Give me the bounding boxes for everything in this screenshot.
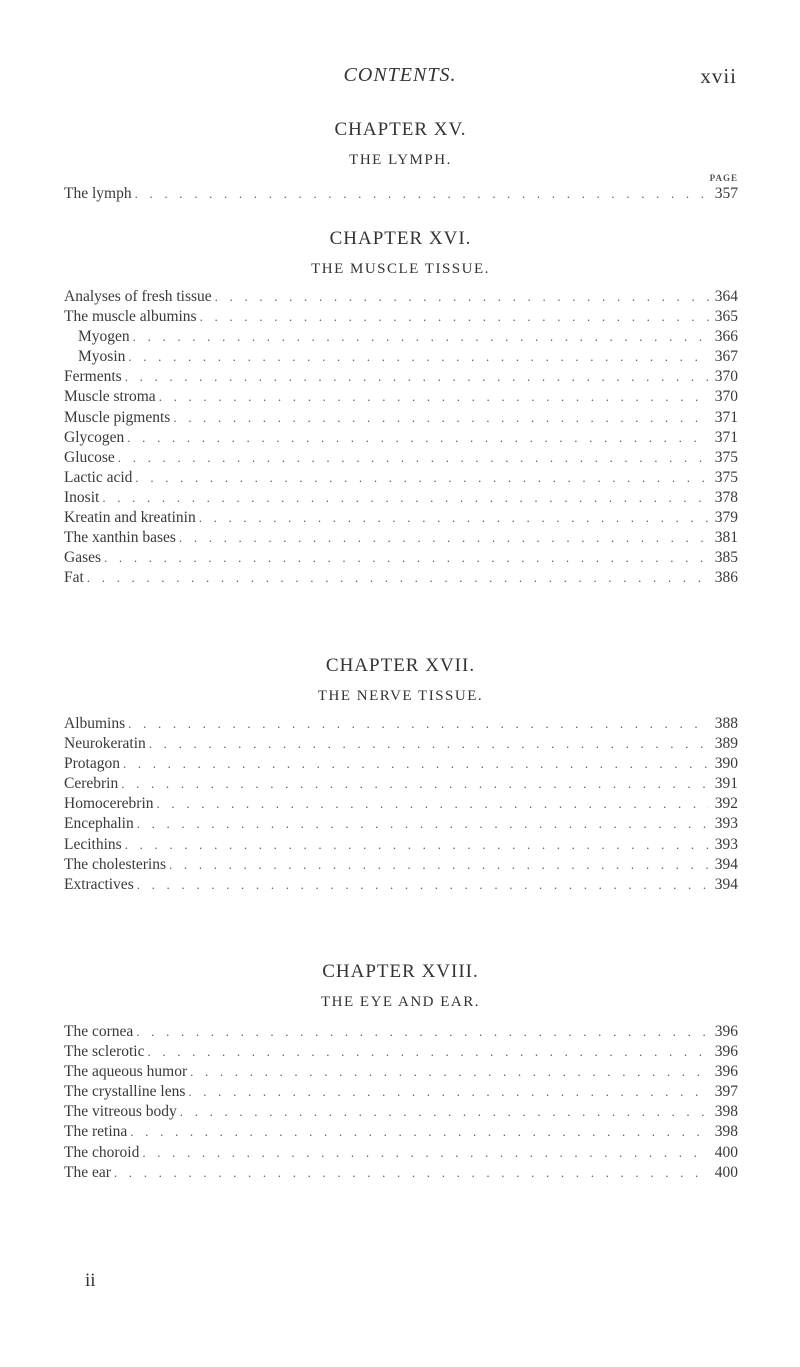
dot-leader xyxy=(125,835,709,855)
dot-leader xyxy=(200,307,709,327)
dot-leader xyxy=(133,327,709,347)
toc-entry xyxy=(64,488,738,508)
toc-entry-title: The lymph xyxy=(64,185,132,202)
dot-leader xyxy=(130,1122,709,1142)
dot-leader xyxy=(104,548,709,568)
toc-entry-page-number: 370 xyxy=(714,368,738,386)
toc-entry-title: The muscle albumins xyxy=(64,308,197,326)
toc-entry-title: Lactic acid xyxy=(64,468,133,486)
toc-entry xyxy=(64,774,738,794)
toc-entry-page-number: 394 xyxy=(714,855,738,873)
toc-entry-page-number: 381 xyxy=(714,529,738,547)
toc-entry xyxy=(64,508,738,528)
toc-entry xyxy=(64,714,738,734)
toc-entry xyxy=(64,468,738,488)
toc-list xyxy=(64,1022,738,1183)
dot-leader xyxy=(123,754,709,774)
chapter-heading: CHAPTER XV. xyxy=(334,119,467,140)
dot-leader xyxy=(199,508,709,528)
dot-leader xyxy=(149,734,709,754)
toc-entry xyxy=(64,347,738,367)
toc-entry-title: Muscle pigments xyxy=(64,408,171,426)
chapter-subheading: THE NERVE TISSUE. xyxy=(317,688,484,704)
toc-entry-title: Gases xyxy=(64,549,102,567)
toc-entry-title: The ear xyxy=(64,1163,111,1181)
toc-entry-page-number: 378 xyxy=(714,488,738,506)
dot-leader xyxy=(135,468,709,488)
toc-entry xyxy=(64,387,738,407)
toc-entry-page-number: 371 xyxy=(714,428,738,446)
toc-entry-page-number: 396 xyxy=(714,1043,738,1061)
dot-leader xyxy=(157,794,709,814)
chapter-xvi xyxy=(64,221,738,588)
toc-list xyxy=(64,287,738,588)
toc-entry-page-number: 390 xyxy=(714,755,738,773)
signature-mark: ii xyxy=(85,1270,96,1291)
toc-entry xyxy=(64,1122,738,1142)
chapter-heading: CHAPTER XVII. xyxy=(325,655,476,676)
toc-entry xyxy=(64,1062,738,1082)
toc-entry-page-number: 389 xyxy=(714,735,738,753)
toc-entry-page-number: 396 xyxy=(714,1023,738,1040)
toc-entry xyxy=(64,568,738,588)
dot-leader xyxy=(179,528,709,548)
chapter-subheading: THE MUSCLE TISSUE. xyxy=(311,261,490,277)
toc-entry xyxy=(64,287,738,307)
toc-entry xyxy=(64,548,738,568)
toc-entry xyxy=(64,367,738,387)
toc-entry xyxy=(64,835,738,855)
toc-entry xyxy=(64,1022,738,1042)
dot-leader xyxy=(121,774,709,794)
toc-entry-page-number: 398 xyxy=(714,1103,738,1121)
toc-list xyxy=(64,714,738,895)
toc-entry-title: Kreatin and kreatinin xyxy=(64,509,196,527)
toc-entry xyxy=(64,448,738,468)
toc-entry-page-number: 365 xyxy=(714,308,738,326)
toc-entry xyxy=(64,855,738,875)
dot-leader xyxy=(188,1082,709,1102)
dot-leader xyxy=(87,568,709,588)
toc-entry xyxy=(64,734,738,754)
dot-leader xyxy=(142,1143,709,1163)
toc-entry-title: Albumins xyxy=(64,715,126,732)
dot-leader xyxy=(137,875,709,895)
chapter-heading: CHAPTER XVIII. xyxy=(322,961,479,982)
chapter-subheading: THE LYMPH. xyxy=(349,152,452,168)
dot-leader xyxy=(147,1042,709,1062)
toc-list xyxy=(64,184,738,204)
toc-entry-title: Cerebrin xyxy=(64,775,119,793)
toc-entry-page-number: 391 xyxy=(714,775,738,793)
toc-entry-title: Glucose xyxy=(64,448,115,466)
running-head-title: CONTENTS. xyxy=(343,64,457,86)
dot-leader xyxy=(135,184,709,204)
toc-entry-page-number: 388 xyxy=(714,715,738,732)
dot-leader xyxy=(125,367,709,387)
toc-entry-title: Neurokeratin xyxy=(64,735,146,753)
toc-entry-title: Myogen xyxy=(78,328,130,346)
toc-entry xyxy=(64,307,738,327)
dot-leader xyxy=(137,814,709,834)
toc-entry-title: Glycogen xyxy=(64,428,125,446)
toc-entry-page-number: 400 xyxy=(714,1143,738,1161)
toc-entry-title: The cholesterins xyxy=(64,855,167,873)
running-head-page-number: xvii xyxy=(700,64,737,88)
toc-entry-title: Ferments xyxy=(64,368,122,386)
toc-entry xyxy=(64,1163,738,1183)
toc-entry-title: Extractives xyxy=(64,875,134,893)
toc-entry xyxy=(64,1102,738,1122)
toc-entry-title: The cornea xyxy=(64,1023,134,1040)
dot-leader xyxy=(128,347,709,367)
toc-entry xyxy=(64,875,738,895)
toc-entry-page-number: 392 xyxy=(714,795,738,813)
toc-entry-title: The aqueous humor xyxy=(64,1063,188,1081)
toc-entry-title: Homocerebrin xyxy=(64,795,154,813)
dot-leader xyxy=(215,287,709,307)
chapter-subheading: THE EYE AND EAR. xyxy=(321,994,480,1010)
dot-leader xyxy=(190,1062,709,1082)
toc-entry-title: Muscle stroma xyxy=(64,388,156,406)
toc-entry-page-number: 370 xyxy=(714,388,738,406)
toc-entry-page-number: 397 xyxy=(714,1083,738,1101)
toc-entry-title: The choroid xyxy=(64,1143,140,1161)
toc-entry-page-number: 396 xyxy=(714,1063,738,1081)
toc-entry xyxy=(64,327,738,347)
toc-entry xyxy=(64,814,738,834)
toc-entry xyxy=(64,428,738,448)
dot-leader xyxy=(118,448,709,468)
toc-entry-page-number: 366 xyxy=(714,328,738,346)
toc-entry-title: The crystalline lens xyxy=(64,1083,186,1101)
toc-entry-title: Encephalin xyxy=(64,815,134,833)
dot-leader xyxy=(114,1163,709,1183)
toc-entry xyxy=(64,408,738,428)
toc-entry xyxy=(64,754,738,774)
toc-entry-title: The vitreous body xyxy=(64,1103,177,1121)
toc-entry xyxy=(64,1042,738,1062)
toc-entry-title: The sclerotic xyxy=(64,1043,145,1061)
chapter-xv xyxy=(64,112,738,204)
toc-entry-page-number: 364 xyxy=(714,288,738,305)
toc-entry-title: Myosin xyxy=(78,348,126,366)
toc-entry-page-number: 367 xyxy=(714,348,738,366)
toc-entry-page-number: 357 xyxy=(714,185,738,202)
dot-leader xyxy=(169,855,709,875)
toc-entry-title: Analyses of fresh tissue xyxy=(64,288,212,305)
toc-entry-page-number: 398 xyxy=(714,1123,738,1141)
page-column-label: PAGE xyxy=(709,173,738,183)
running-head xyxy=(0,64,800,92)
toc-entry-page-number: 371 xyxy=(714,408,738,426)
dot-leader xyxy=(128,714,709,734)
toc-entry-page-number: 379 xyxy=(714,509,738,527)
toc-entry xyxy=(64,794,738,814)
toc-entry-page-number: 400 xyxy=(714,1163,738,1181)
toc-entry-title: Fat xyxy=(64,569,84,587)
toc-entry-page-number: 386 xyxy=(714,569,738,587)
toc-entry xyxy=(64,1082,738,1102)
chapter-heading: CHAPTER XVI. xyxy=(329,228,472,249)
dot-leader xyxy=(102,488,709,508)
toc-entry-page-number: 385 xyxy=(714,549,738,567)
dot-leader xyxy=(173,408,709,428)
toc-entry xyxy=(64,1143,738,1163)
chapter-xvii xyxy=(64,648,738,895)
toc-entry-page-number: 375 xyxy=(714,448,738,466)
toc-entry-page-number: 393 xyxy=(714,815,738,833)
dot-leader xyxy=(159,387,709,407)
toc-entry-title: Protagon xyxy=(64,755,120,773)
dot-leader xyxy=(180,1102,709,1122)
toc-entry xyxy=(64,184,738,204)
toc-entry-title: Lecithins xyxy=(64,835,122,853)
dot-leader xyxy=(127,428,709,448)
toc-entry-title: The xanthin bases xyxy=(64,529,176,547)
toc-entry-title: The retina xyxy=(64,1123,128,1141)
dot-leader xyxy=(136,1022,709,1042)
toc-entry-page-number: 375 xyxy=(714,468,738,486)
toc-entry-title: Inosit xyxy=(64,488,100,506)
toc-entry-page-number: 394 xyxy=(714,875,738,893)
toc-entry xyxy=(64,528,738,548)
toc-entry-page-number: 393 xyxy=(714,835,738,853)
chapter-xviii xyxy=(64,954,738,1183)
